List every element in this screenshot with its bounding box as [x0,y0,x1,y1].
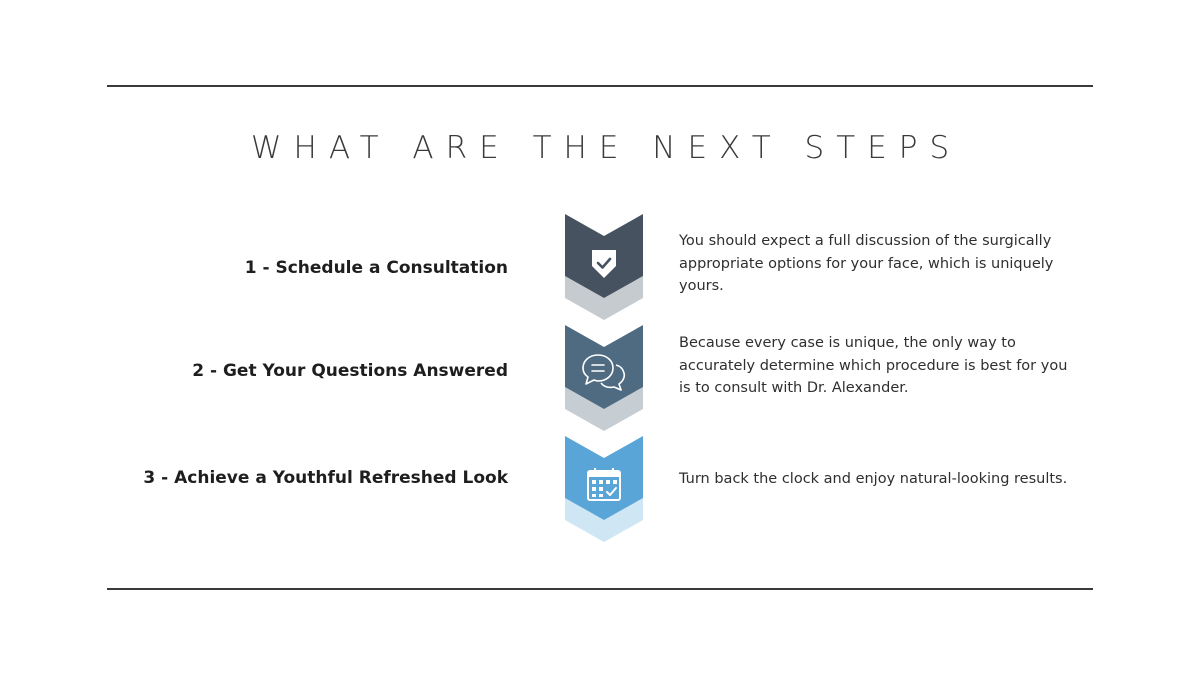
chat-bubbles-icon [581,353,627,391]
step-3-title: 3 - Achieve a Youthful Refreshed Look [143,468,508,488]
step-1-description: You should expect a full discussion of the surgically appropriate options for your face, which is uniquely yours. [679,233,1054,294]
bottom-divider [107,588,1093,590]
step-2-description: Because every case is unique, the only way to accurately determine which procedure is best for you is to consult with Dr. Alexander. [679,335,1068,396]
step-1-title: 1 - Schedule a Consultation [244,258,508,278]
shield-check-icon [590,248,618,280]
step-3-chevron [565,436,643,542]
page-title: WHAT ARE THE NEXT STEPS [250,130,962,166]
step-1-chevron [565,214,643,320]
step-2-title: 2 - Get Your Questions Answered [192,361,508,381]
calendar-check-icon [586,467,622,503]
step-3-description: Turn back the clock and enjoy natural-looking results. [679,471,1068,487]
step-2-chevron [565,325,643,431]
top-divider [107,85,1093,87]
